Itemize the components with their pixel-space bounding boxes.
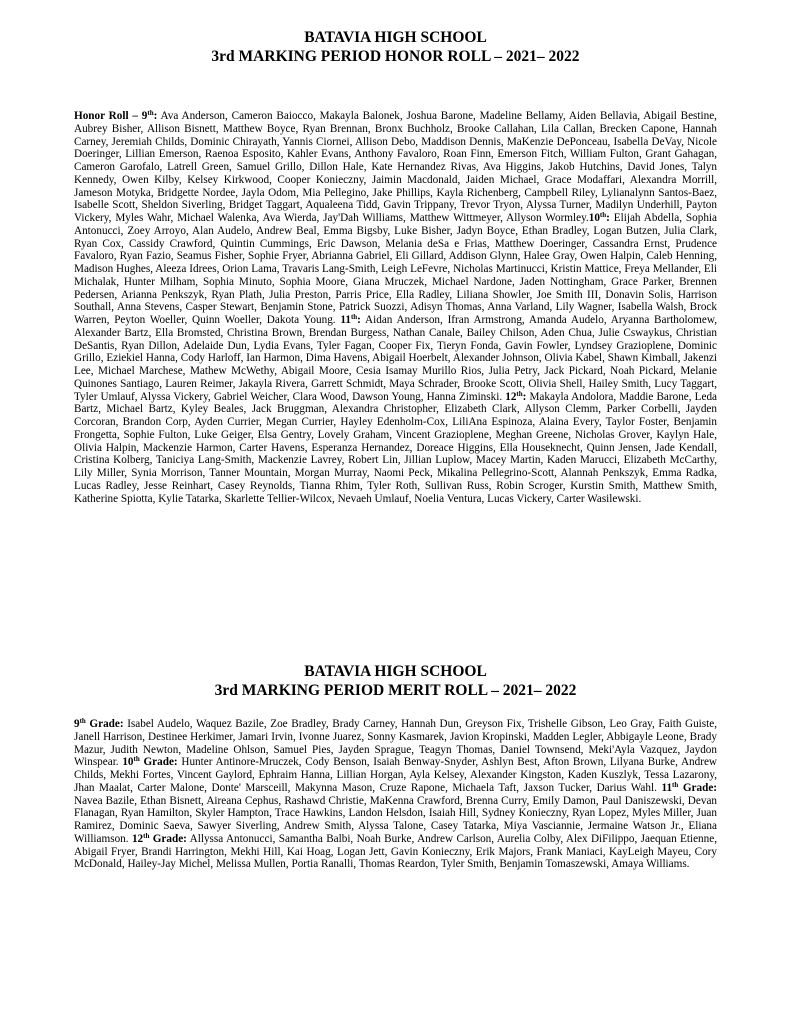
merit-grade-11-label: 11th Grade: — [661, 780, 718, 794]
merit-grade-12-label: 12th Grade: — [131, 831, 187, 845]
honor-roll-title: 3rd MARKING PERIOD HONOR ROLL – 2021– 2022 — [211, 48, 580, 65]
merit-grade-10-label: 10th Grade: — [122, 755, 178, 769]
honor-grade-9-names: Ava Anderson, Cameron Baiocco, Makayla Balonek, Joshua Barone, Madeline Bellamy, Aiden Bellavia, Abigail Bestine, Aubrey Bisher, Allison Bisnett, Matthew Boyce, Ryan Brennan, Bronx Buchholz, Brooke Callahan, Lila Callan, Brecken Capone, Hannah Carney, Jeremiah Childs, Dominic Chirayath, Yannis Ciornei, Allison Debo, Maddison Dennis, MaKenzie DePonceau, Isabella DeVay, Nicole Doeringer, Lillian Emerson, Raenoa Esposito, Kahler Evans, Anthony Favaloro, Roan Finn, Emerson Fitch, William Fulton, Grant Gahagan, Cameron Garofalo, Latrell Green, Samuel Grillo, Dillon Hale, Kate Hernandez Rivas, Ava Higgins, Jakob Hutchins, David Jones, Talyn Kennedy, Owen Kilby, Kelsey Kirkwood, Cooper Konieczny, Jaimin Macdonald, Jaiden Michael, Grace Modaffari, Alexandra Morrill, Jameson Motyka, Bridgette Nordee, Jayla Odom, Mia Pellegino, Jake Phillips, Kayla Richenberg, Campbell Riley, Lylianalynn Santos-Baez, Isabelle Scott, Sheldon Siverling, Bridget Taggart, Aqualeena Tidd, Gavin Trippany, Trevor Tryon, Alyssa Turner, Madilyn Underhill, Payton Vickery, Myles Wahr, Michael Walenka, Ava Wierda, Jay'Dah Williams, Matthew Wittmeyer, Allyson Wormley. — [74, 110, 717, 224]
honor-grade-10-names: Elijah Abdella, Sophia Antonucci, Zoey Arroyo, Alan Audelo, Andrew Beal, Emma Bigsby, Luke Bisher, Jadyn Boyce, Ethan Bradley, Logan Butzen, Julia Clark, Ryan Cox, Cassidy Crawford, Quintin Cummings, Eric Dawson, Melania deSa e Frias, Matthew Doeringer, Cassandra Ernst, Prudence Favaloro, Ryan Fazio, Seamus Fisher, Sophie Fryer, Abrianna Gabriel, Eli Gillard, Addison Glynn, Halee Gray, Owen Halpin, Caleb Henning, Madison Hughes, Aleeza Idrees, Orion Lama, Travaris Lang-Smith, Leigh LeFevre, Nicholas Martinucci, Kristin Mattice, Freya Mellander, Eli Michalak, Hunter Milham, Sophia Minuto, Sophia Moore, Giana Mruczek, Michael Nardone, Jaden Nottingham, Grace Parker, Brennen Pedersen, Arianna Penkszyk, Ryan Plath, Julia Preston, Parris Price, Ella Radley, Liliana Showler, Joe Smith III, Donavin Solis, Harrison Southall, Anna Stevens, Casper Stewart, Benjamin Stone, Patrick Suozzi, Adisyn Thomas, Anna Varland, Lily Wagner, Isabella Walsh, Brock Warren, Peyton Woeller, Quinn Woeller, Dakota Young. — [74, 212, 717, 326]
honor-roll-lead: Honor Roll – — [74, 110, 142, 122]
merit-grade-10-names: Hunter Antinore-Mruczek, Cody Benson, Isaiah Benway-Snyder, Ashlyn Best, Afton Brown, Lilyana Burke, Andrew Childs, Mekhi Fortes, Vincent Gaylord, Ephraim Hanna, Lillian Horgan, Ayla Kelsey, Alexander Kingston, Kaden Kuszlyk, Tessa Lazarony, Jhan Maalat, Carter Malone, Donte' Marsceill, Makynna Mason, Cruze Rapone, Michaela Taft, Jaxson Tucker, Darius Wahl. — [74, 756, 717, 794]
merit-grade-9-names: Isabel Audelo, Waquez Bazile, Zoe Bradley, Brady Carney, Hannah Dun, Greyson Fix, Trishelle Gibson, Leo Gray, Faith Guiste, Janell Harrison, Destinee Herkimer, Jamari Irvin, Ivonne Juarez, Sonny Kasmarek, Javion Kropinski, Madden Legler, Abbigayle Leone, Brady Mazur, Judith Newton, Madeline Ohlson, Samuel Pies, Jayden Sprague, Teagyn Thomas, Daniel Townsend, Meki'Ayla Vazquez, Jaydon Winspear. — [74, 718, 718, 769]
honor-roll-list — [74, 110, 717, 505]
merit-roll-list — [74, 718, 717, 871]
honor-grade-12-names: Makayla Andolora, Maddie Barone, Leda Bartz, Michael Bartz, Kyley Beales, Jack Bruggman, Alexandra Christopher, Elizabeth Clark, Allyson Clemm, Parker Corbelli, Jayden Corcoran, Brandon Corp, Ayden Currier, Megan Currier, Hayley Edenholm-Cox, LiliAna Espinoza, Alaina Every, Taylor Foster, Benjamin Frongetta, Sophie Fulton, Luke Geiger, Elsa Gentry, Lovely Graham, Vincent Grazioplene, Meghan Greene, Nicholas Grover, Kaylyn Hale, Olivia Halpin, Mackenzie Harmon, Carter Havens, Esperanza Hernandez, Doreace Higgins, Ella Houseknecht, Quinn Jensen, Jade Kendall, Cristina Kolberg, Taniciya Lang-Smith, Mackenzie Lavrey, Robert Lin, Jillian Luplow, Macey Martin, Kaden Marucci, Elizabeth McCarthy, Lily Miller, Synia Morrison, Tanner Mountain, Morgan Murray, Naomi Peck, Mikalina Pellegrino-Scott, Alannah Penkszyk, Emma Radka, Lucas Radley, Jesse Reinhart, Casey Reynolds, Tianna Rhim, Tyler Roth, Sullivan Russ, Robin Scroger, Kurstin Smith, Matthew Smith, Katherine Spiotta, Kylie Tatarka, Skarlette Tellier-Wilcox, Nevaeh Umlauf, Noelia Ventura, Lucas Vickery, Carter Wasilewski. — [74, 390, 718, 505]
merit-grade-12-names: Allyssa Antonucci, Samantha Balbi, Noah Burke, Andrew Carlson, Aurelia Colby, Alex DiFilippo, Jaequan Etienne, Abigail Fryer, Brandi Harrington, Mekhi Hill, Kai Hoag, Logan Jett, Gavin Konieczny, Erik Majors, Frank Maniaci, KayLeigh Mayeu, Cory McDonald, Hailey-Jay Michel, Melissa Mullen, Portia Ranalli, Thomas Reardon, Tyler Smith, Benjamin Tomaszewski, Amaya Williams. — [74, 832, 718, 871]
honor-grade-10-label: 10th: — [588, 211, 610, 224]
honor-grade-12-label: 12th: — [505, 389, 527, 403]
honor-school-name: BATAVIA HIGH SCHOOL — [304, 29, 487, 46]
honor-grade-11-label: 11th: — [340, 313, 361, 326]
merit-grade-11-names: Navea Bazile, Ethan Bisnett, Aireana Cephus, Rashawd Christie, MaKenna Crawford, Brenna Curry, Emily Damon, Paul Daniszewski, Devan Flanagan, Ryan Hamilton, Skyler Hampton, Trace Hawkins, Landon Helsdon, Isaiah Hill, Sydney Konieczny, Ryan Lopez, Myles Miller, Juan Ramirez, Dominic Saeva, Sawyer Siverling, Andrew Smith, Alyssa Talone, Casey Tatarka, Miya Vasciannie, Jermaine Watson Jr., Eliana Williamson. — [74, 794, 717, 845]
merit-school-name: BATAVIA HIGH SCHOOL — [304, 663, 487, 680]
honor-roll-section — [74, 28, 717, 505]
honor-grade-11-names: Aidan Anderson, Ifran Armstrong, Amanda Audelo, Aryanna Bartholomew, Alexander Bartz, Ella Bromsted, Christina Brown, Brendan Burgess, Nathan Canale, Bailey Chilson, Aden Chua, Julie Cswaykus, Christian DeSantis, Ryan Dillon, Adelaide Dun, Lydia Evans, Tyler Fagan, Cooper Fix, Tieryn Fonda, Gavin Fowler, Lyndsey Grazioplene, Dominic Grillo, Eziekiel Hanna, Cody Harloff, Ian Harmon, Dima Havens, Abigail Hoerbelt, Alexander Johnson, Olivia Kabel, Shawn Kimball, Jakenzi Lee, Michael Marchese, Mathew McWethy, Abigail Moore, Cesia Isamay Murillo Rios, Julia Petry, Jack Pickard, Noah Pickard, Melanie Quinones Santiago, Lauren Reimer, Jakayla Rivera, Garrett Schmidt, Maya Schrader, Brooke Scott, Olivia Shell, Hailey Smith, Lucy Taggart, Tyler Umlauf, Alyssa Vickery, Gabriel Weicher, Clara Wood, Dawson Young, Hanna Ziminski. — [74, 314, 718, 403]
merit-roll-section — [74, 662, 717, 871]
honor-grade-9-label: 9th: — [141, 109, 158, 122]
merit-grade-9-label: 9th Grade: — [74, 717, 124, 730]
merit-roll-title: 3rd MARKING PERIOD MERIT ROLL – 2021– 2022 — [214, 682, 577, 699]
